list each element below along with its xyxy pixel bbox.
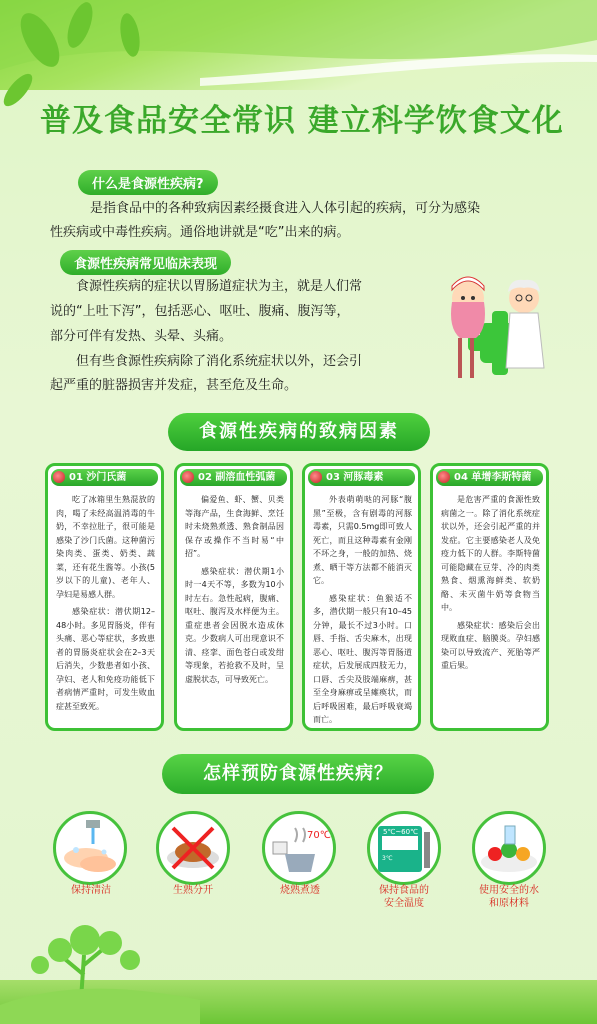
card-title: 04 单增李斯特菌 [436, 469, 543, 486]
hand-washing-icon [53, 811, 127, 885]
bacteria-icon [310, 471, 322, 483]
causes-banner: 食源性疾病的致病因素 [168, 413, 430, 451]
tree-decoration [0, 905, 200, 1024]
prevention-caption: 保持食品的 [379, 885, 429, 896]
card-body [441, 493, 540, 673]
nurse-doctor-illustration [440, 268, 552, 386]
cause-card-vibrio [174, 463, 293, 731]
card-paragraph: 感染症状：鱼猴适不多，潜伏期一般只有10–45分钟，最长不过3小时。口唇、手指、舌尖麻木，出现恶心、呕吐、腹泻等胃肠道症状，后发展成四肢无力，口唇、舌尖及肢端麻痹，甚至全身麻痹或呈瘫痪状，而后呼吸困难，最后呼吸衰竭而亡。 [313, 593, 412, 724]
symptoms-line-2: 说的“上吐下泻”，包括恶心、呕吐、腹痛、腹泻等， [50, 304, 350, 319]
prevention-caption: 使用安全的水 [479, 885, 539, 896]
card-title: 01 沙门氏菌 [51, 469, 158, 486]
card-paragraph: 感染症状：潜伏期1小时一4天不等，多数为10小时左右。急性起病，腹痛、呕吐、腹泻及水样便为主。重症患者会因脱水造成休克。少数病人可出现意识不清、痉挛、面色苍白或发绀等现象，若抢救不及时，呈虚脱状态，可导致死亡。 [185, 566, 284, 684]
section-heading-definition: 什么是食源性疾病? [78, 170, 218, 195]
card-paragraph: 是危害严重的食源性致病菌之一。除了消化系统症状以外，还会引起严重的并发症。它主要感染老人及免疫力低下的人群。李斯特菌可能隐藏在豆芽、冷的肉类熟食、烟熏海鲜类、软奶酪、未灭菌牛奶等食物当中。 [441, 495, 540, 612]
section-heading-symptoms: 食源性疾病常见临床表现 [60, 250, 231, 275]
card-paragraph: 感染症状：潜伏期12–48小时。多见胃肠炎，伴有头痛、恶心等症状，多致患者的胃肠炎症状会在2–3天后消失，少数患者如小孩、孕妇、老人和免疫功能低下者病情严重时，可发生败血症甚至致死。 [56, 607, 155, 711]
symptoms-line-1: 食源性疾病的症状以胃肠道症状为主，就是人们常 [76, 279, 363, 294]
card-paragraph: 偏爱鱼、虾、蟹、贝类等海产品，生食海鲜、烹饪时未烧熟煮透、熟食制品因保存或操作不当时易“中招”。 [185, 495, 284, 558]
svg-text:70℃: 70℃ [307, 830, 331, 841]
cooking-pot-icon [262, 811, 336, 885]
cause-card-salmonella [45, 463, 164, 731]
card-body [56, 493, 155, 713]
card-title: 03 河豚毒素 [308, 469, 415, 486]
card-body [313, 493, 412, 727]
svg-text:5℃~60℃: 5℃~60℃ [383, 828, 418, 836]
card-title: 02 副溶血性弧菌 [180, 469, 287, 486]
definition-line-1: 是指食品中的各种致病因素经摄食进入人体引起的疾病，可分为感染 [90, 201, 481, 216]
cause-card-listeria [430, 463, 549, 731]
symptoms-line-5: 起严重的脏器损害并发症，甚至危及生命。 [50, 378, 298, 393]
cause-card-tetrodotoxin [302, 463, 421, 731]
symptoms-line-4: 但有些食源性疾病除了消化系统症状以外，还会引 [76, 354, 363, 369]
bacteria-icon [182, 471, 194, 483]
bacteria-icon [438, 471, 450, 483]
card-paragraph: 感染症状：感染后会出现败血症、脑膜炎。孕妇感染可以导致流产、死胎等严重后果。 [441, 620, 540, 670]
prevention-caption: 烧熟煮透 [280, 885, 320, 896]
card-paragraph: 外表萌萌哒的河豚“腹黑”至极，含有剧毒的河豚毒素，只需0.5mg即可致人死亡，而且这种毒素有金刚不坏之身，一般的加热、烧煮、晒干等方法都不能消灭它。 [313, 495, 412, 585]
card-paragraph: 吃了冰箱里生熟混放的肉，喝了未经高温消毒的牛奶，不幸拉肚子，很可能是感染了沙门氏菌。这种菌污染肉类、蛋类、奶类、蔬菜，还有花生酱等。小孩(5岁以下的儿童)、老年人、孕妇是易感人群。 [56, 495, 155, 599]
vegetables-icon [472, 811, 546, 885]
prevention-caption: 生熟分开 [173, 885, 213, 896]
definition-line-2: 性疾病或中毒性疾病。通俗地讲就是“吃”出来的病。 [50, 225, 350, 240]
prevention-caption: 保持清洁 [71, 885, 111, 896]
page-title: 普及食品安全常识 建立科学饮食文化 [40, 103, 564, 139]
bacteria-icon [53, 471, 65, 483]
refrigerator-icon [367, 811, 441, 885]
no-raw-mixing-icon [156, 811, 230, 885]
symptoms-line-3: 部分可伴有发热、头晕、头痛。 [50, 329, 233, 344]
prevention-banner: 怎样预防食源性疾病？ [162, 754, 434, 794]
prevention-caption: 和原材料 [489, 898, 529, 909]
svg-text:3℃: 3℃ [382, 855, 393, 862]
card-body [185, 493, 284, 686]
prevention-caption: 安全温度 [384, 898, 424, 909]
